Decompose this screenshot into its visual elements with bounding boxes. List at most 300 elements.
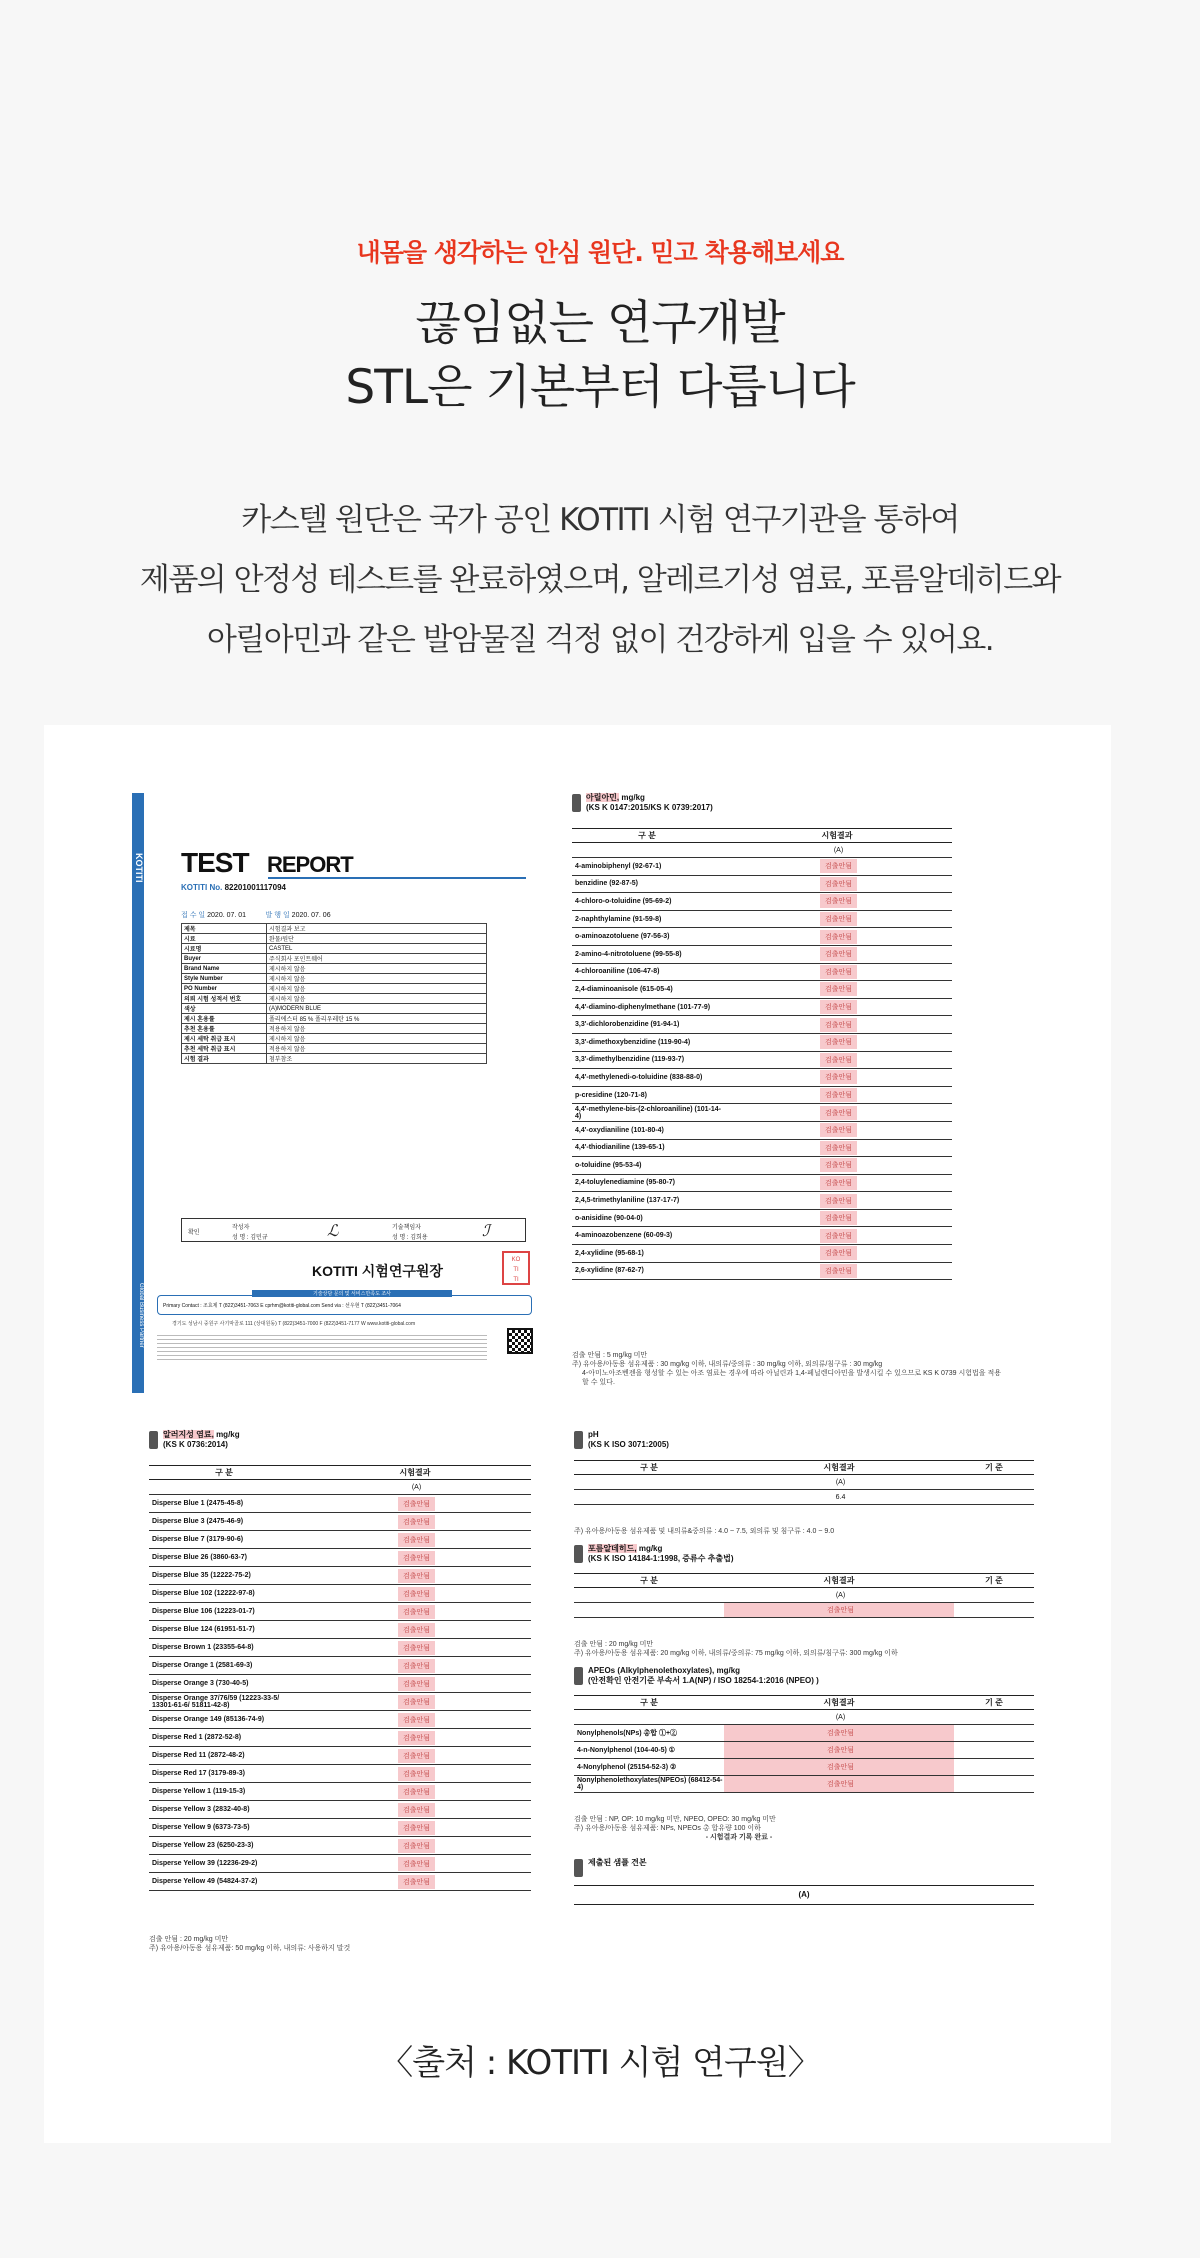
- allergenic-row: [149, 1711, 531, 1729]
- apeo-col-sample: (A): [724, 1710, 954, 1725]
- apeo-std: [954, 1742, 1034, 1759]
- formaldehyde-result: 검출안됨: [724, 1603, 954, 1618]
- allergenic-row: [149, 1549, 531, 1567]
- arylamine-report: [572, 793, 1002, 1393]
- arylamine-title-highlight: 아릴아민,: [586, 793, 620, 802]
- arylamine-result: [722, 1069, 952, 1087]
- arylamine-result: [722, 963, 952, 981]
- intro-line-1: 카스텔 원단은 국가 공인 KOTITI 시험 연구기관을 통하여: [241, 502, 959, 538]
- allergenic-result-text: 검출안됨: [398, 1857, 435, 1871]
- allergenic-row: [149, 1531, 531, 1549]
- apeo-row: [574, 1725, 1034, 1742]
- meta-value: (A)MODERN BLUE: [267, 1004, 487, 1014]
- allergenic-result: [299, 1657, 531, 1675]
- allergenic-row: [149, 1513, 531, 1531]
- allergenic-result: [299, 1603, 531, 1621]
- apeo-standard: (안전확인 안전기준 부속서 1.A(NP) / ISO 18254-1:2016 (NPEO) ): [588, 1676, 819, 1685]
- allergenic-item: Disperse Yellow 3 (2832-40-8): [149, 1801, 299, 1819]
- meta-value: 제시하지 않음: [267, 1034, 487, 1044]
- signature-box: [181, 1218, 526, 1242]
- arylamine-item: 4,4'-methylenedi-o-toluidine (838-88-0): [572, 1069, 722, 1087]
- apeo-col-item: 구 분: [574, 1696, 724, 1710]
- allergenic-result: [299, 1711, 531, 1729]
- meta-key: 추천 세탁 취급 표시: [182, 1044, 267, 1054]
- apeo-result-text: 검출안됨: [822, 1760, 859, 1774]
- headline: [0, 292, 1200, 420]
- allergenic-row: [149, 1639, 531, 1657]
- apeo-item: 4-n-Nonylphenol (104-40-5) ①: [574, 1742, 724, 1759]
- arylamine-item: 4-aminobiphenyl (92-67-1): [572, 858, 722, 876]
- allergenic-result-text: 검출안됨: [398, 1695, 435, 1709]
- meta-row: [182, 924, 487, 934]
- arylamine-row: [572, 928, 952, 946]
- arylamine-result: [722, 1174, 952, 1192]
- title-rule: [268, 877, 526, 879]
- apeo-heading: [574, 1666, 819, 1686]
- report-number-label: KOTITI No.: [181, 883, 223, 892]
- arylamine-col-item: 구 분: [572, 829, 722, 843]
- arylamine-row: [572, 1262, 952, 1280]
- allergenic-footnotes: [149, 1935, 569, 1953]
- arylamine-row: [572, 1174, 952, 1192]
- arylamine-result-text: 검출안됨: [820, 930, 857, 944]
- allergenic-result-text: 검출안됨: [398, 1821, 435, 1835]
- allergenic-result: [299, 1639, 531, 1657]
- arylamine-result-text: 검출안됨: [820, 1229, 857, 1243]
- submitted-sample-label: (A): [574, 1885, 1034, 1905]
- arylamine-result: [722, 1227, 952, 1245]
- allergenic-item: Disperse Red 17 (3179-89-3): [149, 1765, 299, 1783]
- meta-row: [182, 984, 487, 994]
- formaldehyde-col-sample: (A): [724, 1588, 954, 1603]
- allergenic-item: Disperse Blue 35 (12222-75-2): [149, 1567, 299, 1585]
- sign-tech-label: 기술책임자: [392, 1225, 421, 1231]
- apeo-std: [954, 1759, 1034, 1776]
- allergenic-standard: (KS K 0736:2014): [163, 1440, 228, 1449]
- formaldehyde-col-item: 구 분: [574, 1574, 724, 1588]
- apeo-row: [574, 1742, 1034, 1759]
- sign-writer-label: 작성자: [232, 1225, 250, 1231]
- arylamine-col-sample: (A): [722, 843, 952, 858]
- apeo-col-result: 시험결과: [724, 1696, 954, 1710]
- arylamine-limit: 검출 안됨 : 5 mg/kg 미만: [572, 1352, 648, 1359]
- eyebrow-text: 내몸을 생각하는 안심 원단. 믿고 착용해보세요: [356, 238, 844, 267]
- meta-value: 주식회사 포인트웨어: [267, 954, 487, 964]
- allergenic-row: [149, 1855, 531, 1873]
- tech-signature: ℐ: [482, 1221, 490, 1240]
- arylamine-result: [722, 858, 952, 876]
- allergenic-row: [149, 1837, 531, 1855]
- arylamine-result-text: 검출안됨: [820, 1088, 857, 1102]
- arylamine-item: 4-chloroaniline (106-47-8): [572, 963, 722, 981]
- arylamine-title-unit: mg/kg: [621, 793, 645, 802]
- allergenic-result: [299, 1621, 531, 1639]
- allergenic-result: [299, 1837, 531, 1855]
- ph-note: 주) 유아용/아동용 섬유제품 및 내의류&중의류 : 4.0 ~ 7.5, 외의류 및 침구류 : 4.0 ~ 9.0: [574, 1528, 835, 1535]
- arylamine-row: [572, 945, 952, 963]
- allergenic-result: [299, 1585, 531, 1603]
- kotiti-spine-logo: KOTITI: [134, 853, 144, 883]
- apeo-title: APEOs (Alkylphenolethoxylates), mg/kg: [588, 1666, 741, 1675]
- allergenic-result-text: 검출안됨: [398, 1605, 435, 1619]
- formaldehyde-limit: 검출 안됨 : 20 mg/kg 미만: [574, 1641, 654, 1648]
- arylamine-note-2: 4-아미노아조벤젠을 형성할 수 있는 아조 염료는 경우에 따라 아닐린과 1,4-페닐렌디아민을 발생시킬 수 있으므로 KS K 0739 시험법을 적용할 수 있다.: [582, 1370, 1002, 1386]
- arylamine-result-text: 검출안됨: [820, 894, 857, 908]
- meta-key: 의뢰 시험 성적서 번호: [182, 994, 267, 1004]
- allergenic-row: [149, 1783, 531, 1801]
- institute-address: 경기도 성남시 중원구 사기막골로 111 (상대원동) T (822)3451-7000 F (822)3451-7177 W www.kotiti-global.com: [172, 1321, 416, 1327]
- arylamine-result: [722, 875, 952, 893]
- allergenic-result: [299, 1531, 531, 1549]
- apeo-item: 4-Nonylphenol (25154-52-3) ②: [574, 1759, 724, 1776]
- report-title-test: TEST: [181, 847, 249, 878]
- arylamine-row: [572, 875, 952, 893]
- allergenic-result: [299, 1855, 531, 1873]
- official-seal: KO TI TI: [502, 1251, 530, 1285]
- meta-key: 시료명: [182, 944, 267, 954]
- allergenic-row: [149, 1873, 531, 1891]
- apeo-limit: 검출 안됨 : NP, OP: 10 mg/kg 미만, NPEO, OPEO: 30 mg/kg 미만: [574, 1816, 776, 1823]
- arylamine-result-text: 검출안됨: [820, 1070, 857, 1084]
- arylamine-row: [572, 910, 952, 928]
- meta-row: [182, 1014, 487, 1024]
- allergenic-result-text: 검출안됨: [398, 1515, 435, 1529]
- contact-box: Primary Contact : 조효제 T (822)3451-7063 E cprhm@kotiti-global.com Send via : 선우현 T (822)3451-7064: [157, 1295, 532, 1315]
- arylamine-row: [572, 981, 952, 999]
- allergenic-row: [149, 1729, 531, 1747]
- meta-row: [182, 1024, 487, 1034]
- meta-row: [182, 944, 487, 954]
- arylamine-result: [722, 1245, 952, 1263]
- allergenic-row: [149, 1567, 531, 1585]
- report-dates: [181, 910, 331, 920]
- arylamine-result-text: 검출안됨: [820, 1141, 857, 1155]
- arylamine-result: [722, 981, 952, 999]
- allergenic-item: Disperse Blue 124 (61951-51-7): [149, 1621, 299, 1639]
- writer-signature: ℒ: [327, 1221, 339, 1240]
- arylamine-item: 2,4-diaminoanisole (615-05-4): [572, 981, 722, 999]
- qr-code-icon: [507, 1328, 533, 1354]
- meta-value: 폴리에스터 85 % 폴리우레탄 15 %: [267, 1014, 487, 1024]
- arylamine-item: 2,4,5-trimethylaniline (137-17-7): [572, 1192, 722, 1210]
- allergenic-row: [149, 1585, 531, 1603]
- arylamine-item: 4,4'-methylene-bis-(2-chloroaniline) (101-14-4): [572, 1104, 722, 1122]
- arylamine-item: 3,3'-dimethoxybenzidine (119-90-4): [572, 1033, 722, 1051]
- meta-row: [182, 954, 487, 964]
- arylamine-item: 3,3'-dimethylbenzidine (119-93-7): [572, 1051, 722, 1069]
- intro-line-2: 제품의 안정성 테스트를 완료하였으며, 알레르기성 염료, 포름알데히드와: [139, 562, 1061, 598]
- arylamine-result: [722, 1051, 952, 1069]
- arylamine-item: 2,4-xylidine (95-68-1): [572, 1245, 722, 1263]
- arylamine-result-text: 검출안됨: [820, 859, 857, 873]
- allergenic-col-sample: (A): [299, 1480, 531, 1495]
- allergenic-item: Disperse Orange 149 (85136-74-9): [149, 1711, 299, 1729]
- arylamine-result: [722, 1209, 952, 1227]
- arylamine-result: [722, 1033, 952, 1051]
- allergenic-result: [299, 1747, 531, 1765]
- ph-formaldehyde-apeo-report: [574, 1430, 1014, 1960]
- meta-value: 제시하지 않음: [267, 994, 487, 1004]
- allergenic-result: [299, 1783, 531, 1801]
- allergenic-table: [149, 1465, 531, 1891]
- arylamine-result: [722, 1104, 952, 1122]
- apeo-row: [574, 1776, 1034, 1793]
- allergenic-limit: 검출 안됨 : 20 mg/kg 미만: [149, 1936, 229, 1943]
- arylamine-row: [572, 1245, 952, 1263]
- director-title: KOTITI 시험연구원장: [312, 1263, 443, 1279]
- headline-line-2: STL은 기본부터 다릅니다: [345, 360, 855, 415]
- sign-confirm-label: 확인: [188, 1230, 200, 1236]
- allergenic-result: [299, 1873, 531, 1891]
- allergenic-item: Disperse Yellow 9 (6373-73-5): [149, 1819, 299, 1837]
- arylamine-result: [722, 1262, 952, 1280]
- arylamine-item: 4,4'-oxydianiline (101-80-4): [572, 1121, 722, 1139]
- ph-heading: [574, 1430, 669, 1450]
- allergenic-title-highlight: 알러지성 염료,: [163, 1430, 214, 1439]
- arylamine-result-text: 검출안됨: [820, 1158, 857, 1172]
- allergenic-title-unit: mg/kg: [216, 1430, 240, 1439]
- allergenic-result-text: 검출안됨: [398, 1839, 435, 1853]
- ph-col-sample: (A): [724, 1475, 954, 1490]
- meta-row: [182, 964, 487, 974]
- allergenic-result: [299, 1567, 531, 1585]
- arylamine-item: o-aminoazotoluene (97-56-3): [572, 928, 722, 946]
- arylamine-row: [572, 1139, 952, 1157]
- arylamine-item: 3,3'-dichlorobenzidine (91-94-1): [572, 1016, 722, 1034]
- arylamine-item: 2,6-xylidine (87-62-7): [572, 1262, 722, 1280]
- issued-label: 발 행 일: [265, 912, 290, 919]
- allergenic-item: Disperse Red 1 (2872-52-8): [149, 1729, 299, 1747]
- allergenic-result: [299, 1675, 531, 1693]
- meta-value: 제시하지 않음: [267, 984, 487, 994]
- apeo-result-text: 검출안됨: [822, 1777, 859, 1791]
- arylamine-row: [572, 1104, 952, 1122]
- allergenic-item: Disperse Blue 3 (2475-46-9): [149, 1513, 299, 1531]
- allergenic-result-text: 검출안됨: [398, 1659, 435, 1673]
- report-number-value: 82201001117094: [224, 883, 286, 892]
- arylamine-result: [722, 945, 952, 963]
- meta-row: [182, 1034, 487, 1044]
- test-report-cover: [132, 793, 542, 1393]
- arylamine-item: 2,4-toluylenediamine (95-80-7): [572, 1174, 722, 1192]
- allergenic-result: [299, 1495, 531, 1513]
- formaldehyde-standard: (KS K ISO 14184-1:1998, 증류수 추출법): [588, 1554, 734, 1563]
- arylamine-row: [572, 1157, 952, 1175]
- ph-col-result: 시험결과: [724, 1461, 954, 1475]
- submitted-sample-title: 제출된 샘플 견본: [588, 1858, 647, 1867]
- meta-key: Buyer: [182, 954, 267, 964]
- formaldehyde-col-std: 기 준: [954, 1574, 1034, 1588]
- arylamine-item: 4,4'-diamino-diphenylmethane (101-77-9): [572, 998, 722, 1016]
- arylamine-row: [572, 1209, 952, 1227]
- allergenic-result-text: 검출안됨: [398, 1713, 435, 1727]
- apeo-item: Nonylphenolethoxylates(NPEOs) (68412-54-4): [574, 1776, 724, 1793]
- arylamine-item: p-cresidine (120-71-8): [572, 1086, 722, 1104]
- meta-row: [182, 1004, 487, 1014]
- ph-col-std: 기 준: [954, 1461, 1034, 1475]
- apeo-col-std: 기 준: [954, 1696, 1034, 1710]
- apeo-std: [954, 1776, 1034, 1793]
- meta-row: [182, 934, 487, 944]
- allergenic-result-text: 검출안됨: [398, 1785, 435, 1799]
- ph-standard: (KS K ISO 3071:2005): [588, 1440, 669, 1449]
- allergenic-row: [149, 1693, 531, 1711]
- meta-key: PO Number: [182, 984, 267, 994]
- apeo-std: [954, 1725, 1034, 1742]
- issued-date: 2020. 07. 06: [291, 912, 331, 919]
- certificate-panel: [44, 725, 1111, 2143]
- allergenic-item: Disperse Blue 102 (12222-97-8): [149, 1585, 299, 1603]
- formaldehyde-heading: [574, 1544, 734, 1564]
- allergenic-row: [149, 1621, 531, 1639]
- arylamine-result-text: 검출안됨: [820, 1053, 857, 1067]
- allergenic-row: [149, 1495, 531, 1513]
- arylamine-row: [572, 1227, 952, 1245]
- arylamine-row: [572, 1051, 952, 1069]
- arylamine-item: o-anisidine (90-04-0): [572, 1209, 722, 1227]
- meta-value: 적용하지 않음: [267, 1044, 487, 1054]
- allergenic-item: Disperse Blue 26 (3860-63-7): [149, 1549, 299, 1567]
- apeo-result: [724, 1725, 954, 1742]
- fine-print: [157, 1333, 487, 1361]
- meta-key: Style Number: [182, 974, 267, 984]
- ph-value: 6.4: [724, 1490, 954, 1505]
- arylamine-result-text: 검출안됨: [820, 877, 857, 891]
- allergenic-result-text: 검출안됨: [398, 1551, 435, 1565]
- meta-row: [182, 1044, 487, 1054]
- allergenic-result-text: 검출안됨: [398, 1731, 435, 1745]
- meta-value: 시험결과 보고: [267, 924, 487, 934]
- allergenic-dye-report: [149, 1430, 569, 1960]
- arylamine-result-text: 검출안됨: [820, 1123, 857, 1137]
- ph-col-item: 구 분: [574, 1461, 724, 1475]
- ph-table: [574, 1460, 1034, 1505]
- allergenic-item: Disperse Yellow 1 (119-15-3): [149, 1783, 299, 1801]
- apeo-result-text: 검출안됨: [822, 1726, 859, 1740]
- arylamine-row: [572, 998, 952, 1016]
- allergenic-result: [299, 1549, 531, 1567]
- allergenic-item: Disperse Orange 37/76/59 (12223-33-5/ 13301-61-6/ 51811-42-8): [149, 1693, 299, 1711]
- arylamine-result-text: 검출안됨: [820, 982, 857, 996]
- arylamine-result: [722, 1157, 952, 1175]
- arylamine-result: [722, 1192, 952, 1210]
- allergenic-result-text: 검출안됨: [398, 1569, 435, 1583]
- allergenic-item: Disperse Yellow 39 (12236-29-2): [149, 1855, 299, 1873]
- allergenic-result-text: 검출안됨: [398, 1875, 435, 1889]
- arylamine-result-text: 검출안됨: [820, 1246, 857, 1260]
- apeo-result: [724, 1759, 954, 1776]
- arylamine-item: benzidine (92-87-5): [572, 875, 722, 893]
- apeo-result: [724, 1742, 954, 1759]
- allergenic-result-text: 검출안됨: [398, 1533, 435, 1547]
- meta-row: [182, 974, 487, 984]
- arylamine-standard: (KS K 0147:2015/KS K 0739:2017): [586, 803, 713, 812]
- allergenic-result-text: 검출안됨: [398, 1767, 435, 1781]
- formaldehyde-col-result: 시험결과: [724, 1574, 954, 1588]
- received-date: 2020. 07. 01: [207, 912, 247, 919]
- allergenic-row: [149, 1819, 531, 1837]
- results-end-mark: - 시험결과 기록 완료 -: [705, 1834, 773, 1841]
- arylamine-result: [722, 893, 952, 911]
- arylamine-result: [722, 1086, 952, 1104]
- allergenic-item: Disperse Yellow 49 (54824-37-2): [149, 1873, 299, 1891]
- received-label: 접 수 일: [181, 912, 206, 919]
- sign-tech-name: 성 명 : 김희용: [392, 1235, 428, 1241]
- allergenic-item: Disperse Blue 7 (3179-90-6): [149, 1531, 299, 1549]
- arylamine-row: [572, 893, 952, 911]
- meta-key: 시료: [182, 934, 267, 944]
- allergenic-result: [299, 1819, 531, 1837]
- arylamine-result: [722, 910, 952, 928]
- contact-header: 기술상담 문의 및 서비스만족도 조사: [252, 1290, 452, 1297]
- apeo-item: Nonylphenols(NPs) 총합 ①+②: [574, 1725, 724, 1742]
- allergenic-item: Disperse Brown 1 (23355-64-8): [149, 1639, 299, 1657]
- meta-value: 제시하지 않음: [267, 974, 487, 984]
- apeo-result: [724, 1776, 954, 1793]
- formaldehyde-title-highlight: 포름알데히드,: [588, 1544, 637, 1553]
- allergenic-result: [299, 1693, 531, 1711]
- arylamine-item: 2-amino-4-nitrotoluene (99-55-8): [572, 945, 722, 963]
- intro-body: [0, 490, 1200, 670]
- arylamine-result-text: 검출안됨: [820, 947, 857, 961]
- arylamine-row: [572, 963, 952, 981]
- allergenic-item: Disperse Orange 1 (2581-69-3): [149, 1657, 299, 1675]
- allergenic-heading: [149, 1430, 240, 1450]
- meta-key: 제시 혼용률: [182, 1014, 267, 1024]
- meta-value: 제시하지 않음: [267, 964, 487, 974]
- arylamine-row: [572, 1121, 952, 1139]
- meta-key: 시험 결과: [182, 1054, 267, 1064]
- arylamine-col-result: 시험결과: [722, 829, 952, 843]
- meta-row: [182, 994, 487, 1004]
- arylamine-result: [722, 1139, 952, 1157]
- formaldehyde-footnotes: [574, 1640, 898, 1658]
- formaldehyde-table: [574, 1573, 1034, 1618]
- arylamine-result-text: 검출안됨: [820, 1000, 857, 1014]
- allergenic-row: [149, 1765, 531, 1783]
- meta-value: 적용하지 않음: [267, 1024, 487, 1034]
- report-meta-table: [181, 923, 487, 1064]
- apeo-table: [574, 1695, 1034, 1793]
- report-number: [181, 883, 286, 892]
- allergenic-row: [149, 1603, 531, 1621]
- meta-key: 추천 혼용률: [182, 1024, 267, 1034]
- allergenic-row: [149, 1657, 531, 1675]
- arylamine-note: 주) 유아용/아동용 섬유제품 : 30 mg/kg 이하, 내의류/중의류 : 30 mg/kg 이하, 외의류/침구류 : 30 mg/kg: [572, 1361, 883, 1368]
- meta-key: 제목: [182, 924, 267, 934]
- allergenic-result: [299, 1729, 531, 1747]
- sign-writer-name: 성 명 : 김민규: [232, 1235, 268, 1241]
- formaldehyde-title-unit: mg/kg: [638, 1544, 663, 1553]
- allergenic-col-item: 구 분: [149, 1466, 299, 1480]
- allergenic-row: [149, 1801, 531, 1819]
- allergenic-result-text: 검출안됨: [398, 1623, 435, 1637]
- arylamine-result-text: 검출안됨: [820, 912, 857, 926]
- allergenic-item: Disperse Yellow 23 (6250-23-3): [149, 1837, 299, 1855]
- submitted-sample-heading: [574, 1858, 647, 1868]
- allergenic-item: Disperse Blue 1 (2475-45-8): [149, 1495, 299, 1513]
- meta-value: CASTEL: [267, 944, 487, 954]
- allergenic-note: 주) 유아용/아동용 섬유제품: 50 mg/kg 이하, 내의류: 사용하지 말것: [149, 1945, 351, 1952]
- arylamine-result-text: 검출안됨: [820, 1106, 857, 1120]
- arylamine-row: [572, 1069, 952, 1087]
- meta-key: Brand Name: [182, 964, 267, 974]
- arylamine-result-text: 검출안됨: [820, 1018, 857, 1032]
- arylamine-item: 4-chloro-o-toluidine (95-69-2): [572, 893, 722, 911]
- allergenic-result: [299, 1801, 531, 1819]
- allergenic-result: [299, 1513, 531, 1531]
- allergenic-result: [299, 1765, 531, 1783]
